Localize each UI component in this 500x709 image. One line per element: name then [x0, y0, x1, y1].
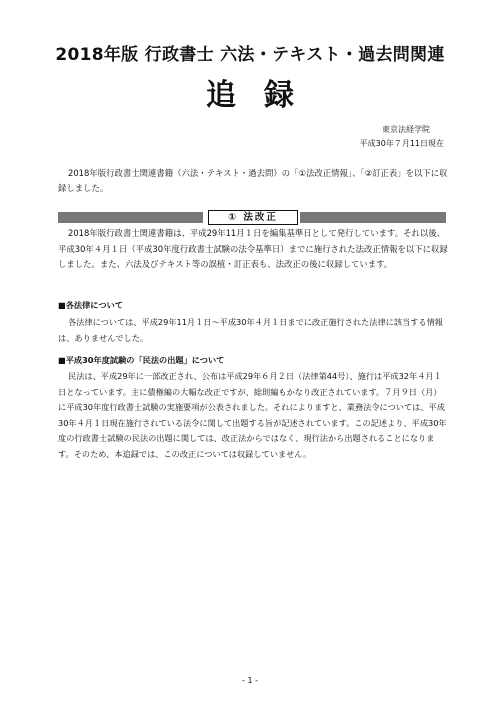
section-paragraph: 2018年版行政書士関連書籍は、平成29年11月１日を編集基準日として発行しています。それ以後、平成30年４月１日（平成30年度行政書士試験の法令基準日）までに施行された法改正情報を以下に収録しました。また、六法及びテキスト等の誤植・訂正表も、法改正の後に収録しています。 — [58, 228, 448, 269]
section-header-bar — [58, 210, 446, 224]
publisher-name: 東京法経学院 — [382, 125, 430, 134]
section-bar-left — [58, 212, 203, 223]
page-number: - 1 - — [242, 676, 258, 685]
laws-heading: ■各法律について — [58, 300, 123, 310]
main-title: 追録 — [206, 78, 322, 113]
issue-date: 平成30年７月11日現在 — [359, 139, 444, 148]
document-title: 2018年版 行政書士 六法・テキスト・過去問関連 — [55, 45, 445, 65]
civil-law-heading: ■平成30年度試験の「民法の出題」について — [58, 355, 225, 365]
section-bar-right — [300, 212, 446, 223]
intro-paragraph: 2018年版行政書士関連書籍（六法・テキスト・過去問）の「①法改正情報」、「②訂正表」を以下に収録しました。 — [58, 168, 448, 193]
laws-paragraph: 各法律については、平成29年11月１日～平成30年４月１日までに改正施行された法律に該当する情報は、ありませんでした。 — [58, 317, 443, 343]
section-title: ① 法改正 — [208, 210, 298, 225]
civil-law-paragraph: 民法は、平成29年に一部改正され、公布は平成29年６月２日（法律第44号）、施行は平成32年４月１日となっています。主に債権編の大幅な改正ですが、総則編もかなり改正されています。７月９日（月）に平成30年度行政書士試験の実施要項が公表されました。それによりますと、業務法令については、平成30年４月１日現在施行されている法令に関して出題する旨が記述されています。この記述より、平成30年度の行政書士試験の民法の出題に関しては、改正法からではなく、現行法から出題されることになります。そのため、本追録では、この改正については収録していません。 — [58, 371, 447, 459]
